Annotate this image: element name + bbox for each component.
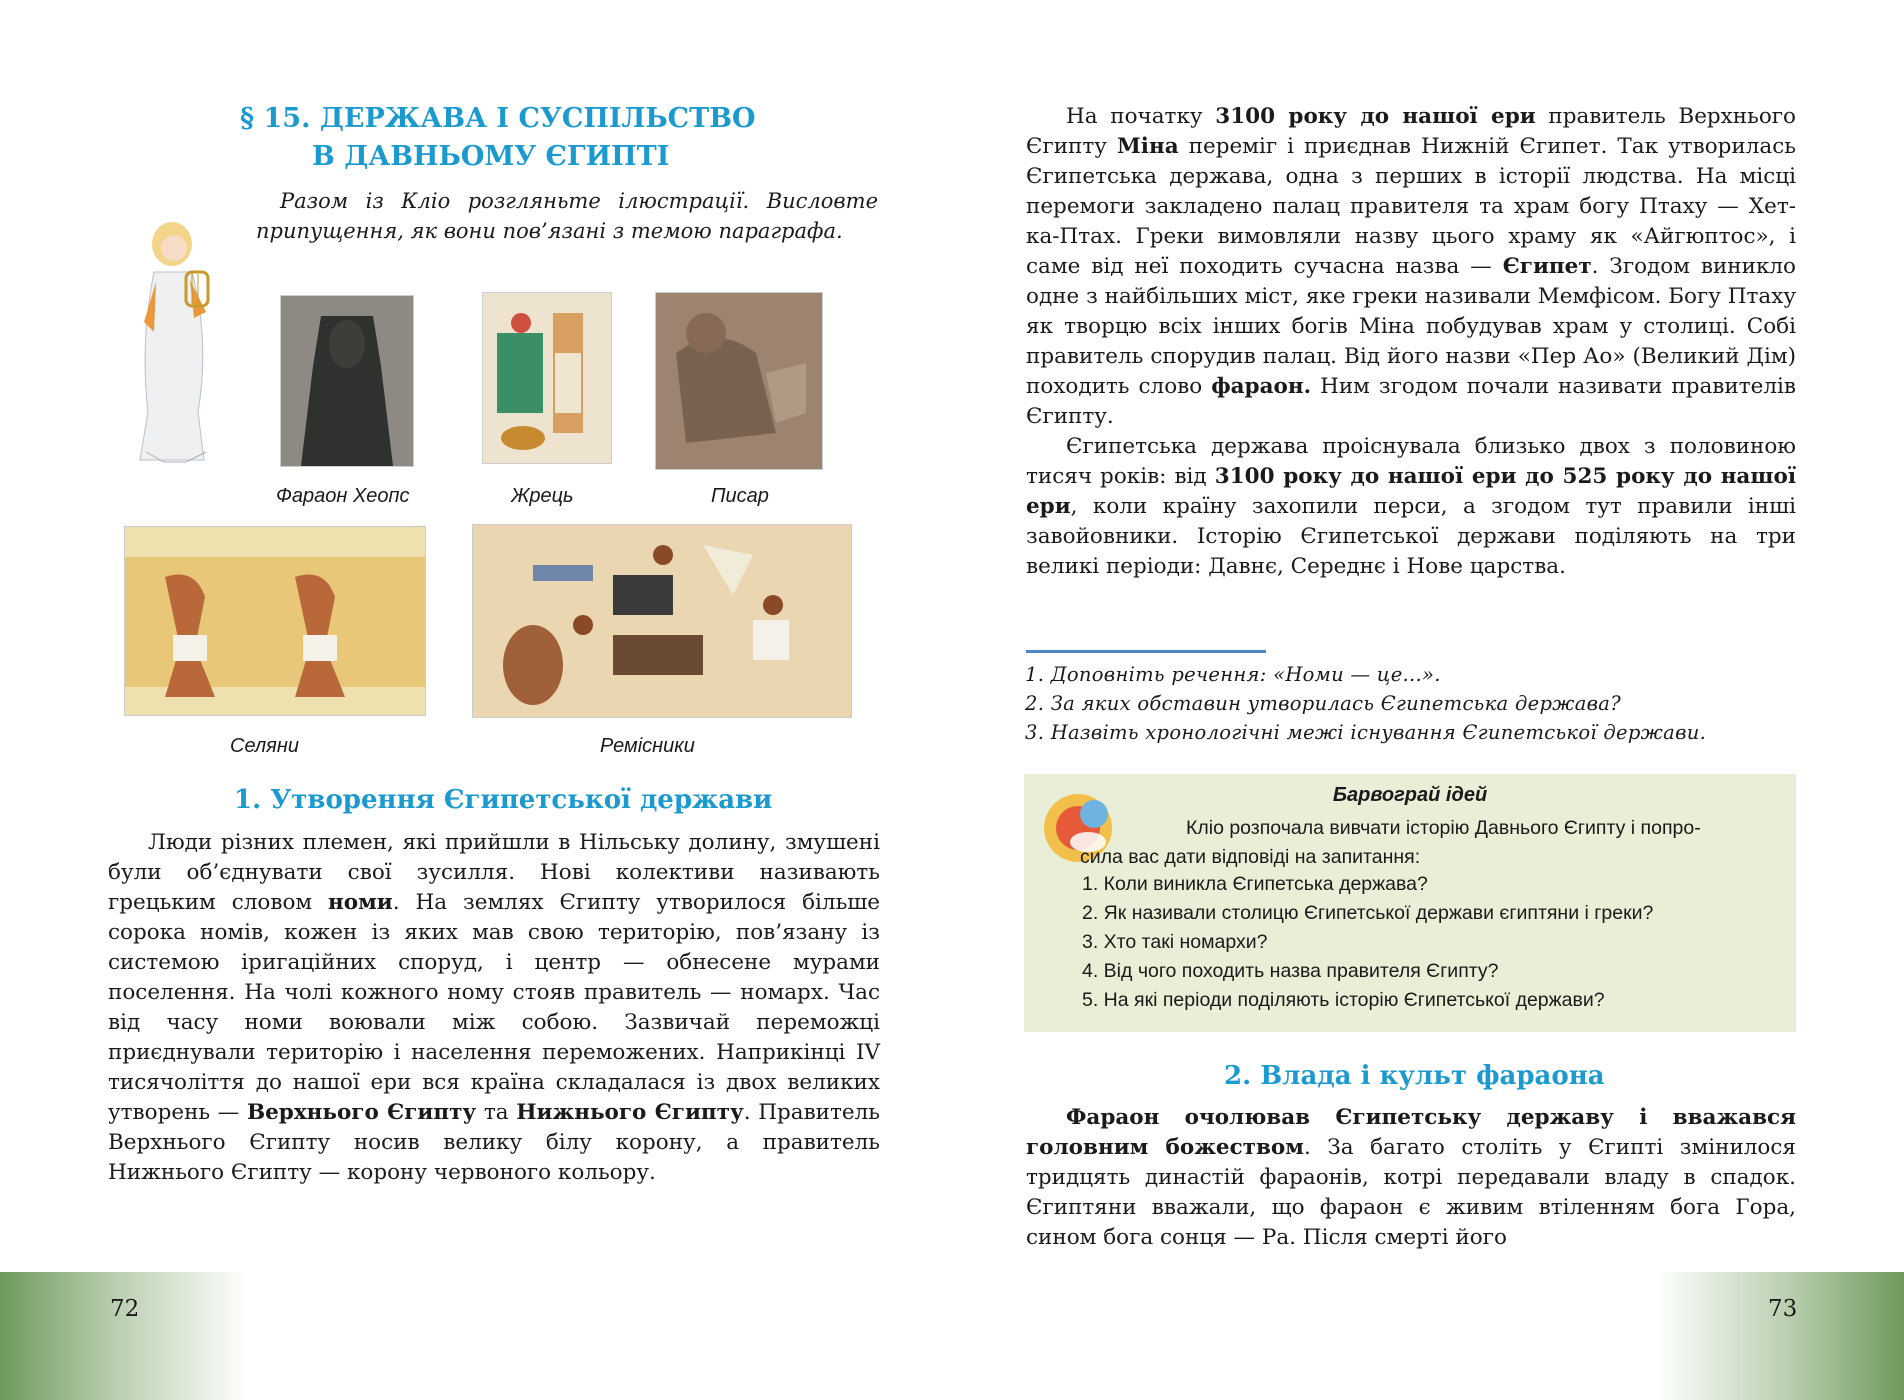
- footer-band-left: [0, 1272, 952, 1400]
- question-2: 2. За яких обставин утворилась Єгипетська держава?: [1025, 692, 1621, 715]
- questions-divider: [1026, 650, 1266, 653]
- intro-text: Разом із Кліо розгляньте ілюстрації. Висловте припущення, як вони пов’язані з темою параграфа.: [256, 189, 878, 243]
- craftsmen-image: [472, 524, 852, 718]
- clio-figure: [120, 212, 230, 464]
- question-1: 1. Доповніть речення: «Номи — це...».: [1025, 663, 1441, 686]
- caption-priest: Жрець: [511, 485, 574, 507]
- list-item: 2. Як називали столицю Єгипетської держави єгиптяни і греки?: [1082, 902, 1654, 924]
- caption-peasants: Селяни: [230, 735, 299, 757]
- title-line-2: В ДАВНЬОМУ ЄГИПТІ: [312, 141, 670, 172]
- question-3: 3. Назвіть хронологічні межі існування Єгипетської держави.: [1025, 721, 1707, 744]
- review-questions: [1025, 660, 1805, 747]
- list-item: 3. Хто такі номархи?: [1082, 931, 1268, 953]
- list-item: 4. Від чого походить назва правителя Єгипту?: [1082, 960, 1499, 982]
- caption-craftsmen: Ремісники: [600, 735, 695, 757]
- section-1-title: 1. Утворення Єгипетської держави: [234, 785, 773, 815]
- list-item: 5. На які періоди поділяють історію Єгипетської держави?: [1082, 989, 1605, 1011]
- ideas-box-intro: Кліо розпочала вивчати історію Давнього Єгипту і попро- сила вас дати відповіді на запитання:: [1080, 817, 1701, 868]
- list-item: 1. Коли виникла Єгипетська держава?: [1082, 873, 1428, 895]
- ideas-box-title: Барвограй ідей: [1332, 784, 1488, 806]
- section-2-text: Фараон очолював Єгипетську державу і вважався головним божеством. За багато століть у Єгипті змінилося тридцять династій фараонів, котрі передавали владу в спадок. Єгиптяни вважали, що фараон є живим втіленням бога Гора, сином бога сонця — Ра. Після смерті його: [1026, 1105, 1796, 1250]
- ideas-box-questions: [1082, 870, 1653, 1015]
- peasants-image: [124, 526, 426, 716]
- pharaoh-khufu-image: [280, 295, 414, 467]
- page-number-left: 72: [110, 1296, 140, 1322]
- title-line-1: § 15. ДЕРЖАВА І СУСПІЛЬСТВО: [240, 103, 756, 134]
- scribe-image: [655, 292, 823, 470]
- section-2-title: 2. Влада і культ фараона: [1224, 1061, 1605, 1091]
- footer-band-right: [952, 1272, 1904, 1400]
- right-text-top: На початку 3100 року до нашої ери правитель Верхнього Єгипту Міна переміг і приєднав Нижній Єгипет. Так утворилась Єгипетська держава, одна з перших в історії людства. На місці перемоги закладено палац правителя та храм богу Птаху — Хет-ка-Птах. Греки вимовляли назву цього храму як «Айгюптос», і саме від неї походить сучасна назва — Єгипет. Згодом виникло одне з найбільших міст, яке греки називали Мемфісом. Богу Птаху як творцю всіх інших богів Міна побудував храм у столиці. Собі правитель спорудив палац. Від його назви «Пер Ао» (Великий Дім) походить слово фараон. Ним згодом почали називати правителів Єгипту. Єгипетська держава проіснувала близько двох з половиною тисяч років: від 3100 року до нашої ери до 525 року до нашої ери, коли країну захопили перси, а згодом тут правили інші завойовники. Історію Єгипетської держави поділяють на три великі періоди: Давнє, Середнє і Нове царства.: [1026, 104, 1796, 579]
- ideas-box: [1024, 774, 1796, 1032]
- priest-image: [482, 292, 612, 464]
- section-1-text: Люди різних племен, які прийшли в Нільську долину, змушені були об’єднувати свої зусилля. Нові колективи називають грецьким словом номи. На землях Єгипту утворилося більше сорока номів, кожен із яких мав свою територію, пов’язану із системою іригаційних споруд, і центр — обнесене мурами поселення. На чолі кожного ному стояв правитель — номарх. Час від часу номи воювали між собою. Зазвичай переможці приєднували територію і населення переможених. Наприкінці IV тисячоліття до нашої ери вся країна складалася із двох великих утворень — Верхнього Єгипту та Нижнього Єгипту. Правитель Верхнього Єгипту носив велику білу корону, а правитель Нижнього Єгипту — корону червоного кольору.: [108, 830, 880, 1185]
- caption-scribe: Писар: [711, 485, 769, 507]
- page-number-right: 73: [1768, 1296, 1798, 1322]
- paragraph-title: [200, 100, 840, 176]
- caption-pharaoh: Фараон Хеопс: [276, 485, 410, 507]
